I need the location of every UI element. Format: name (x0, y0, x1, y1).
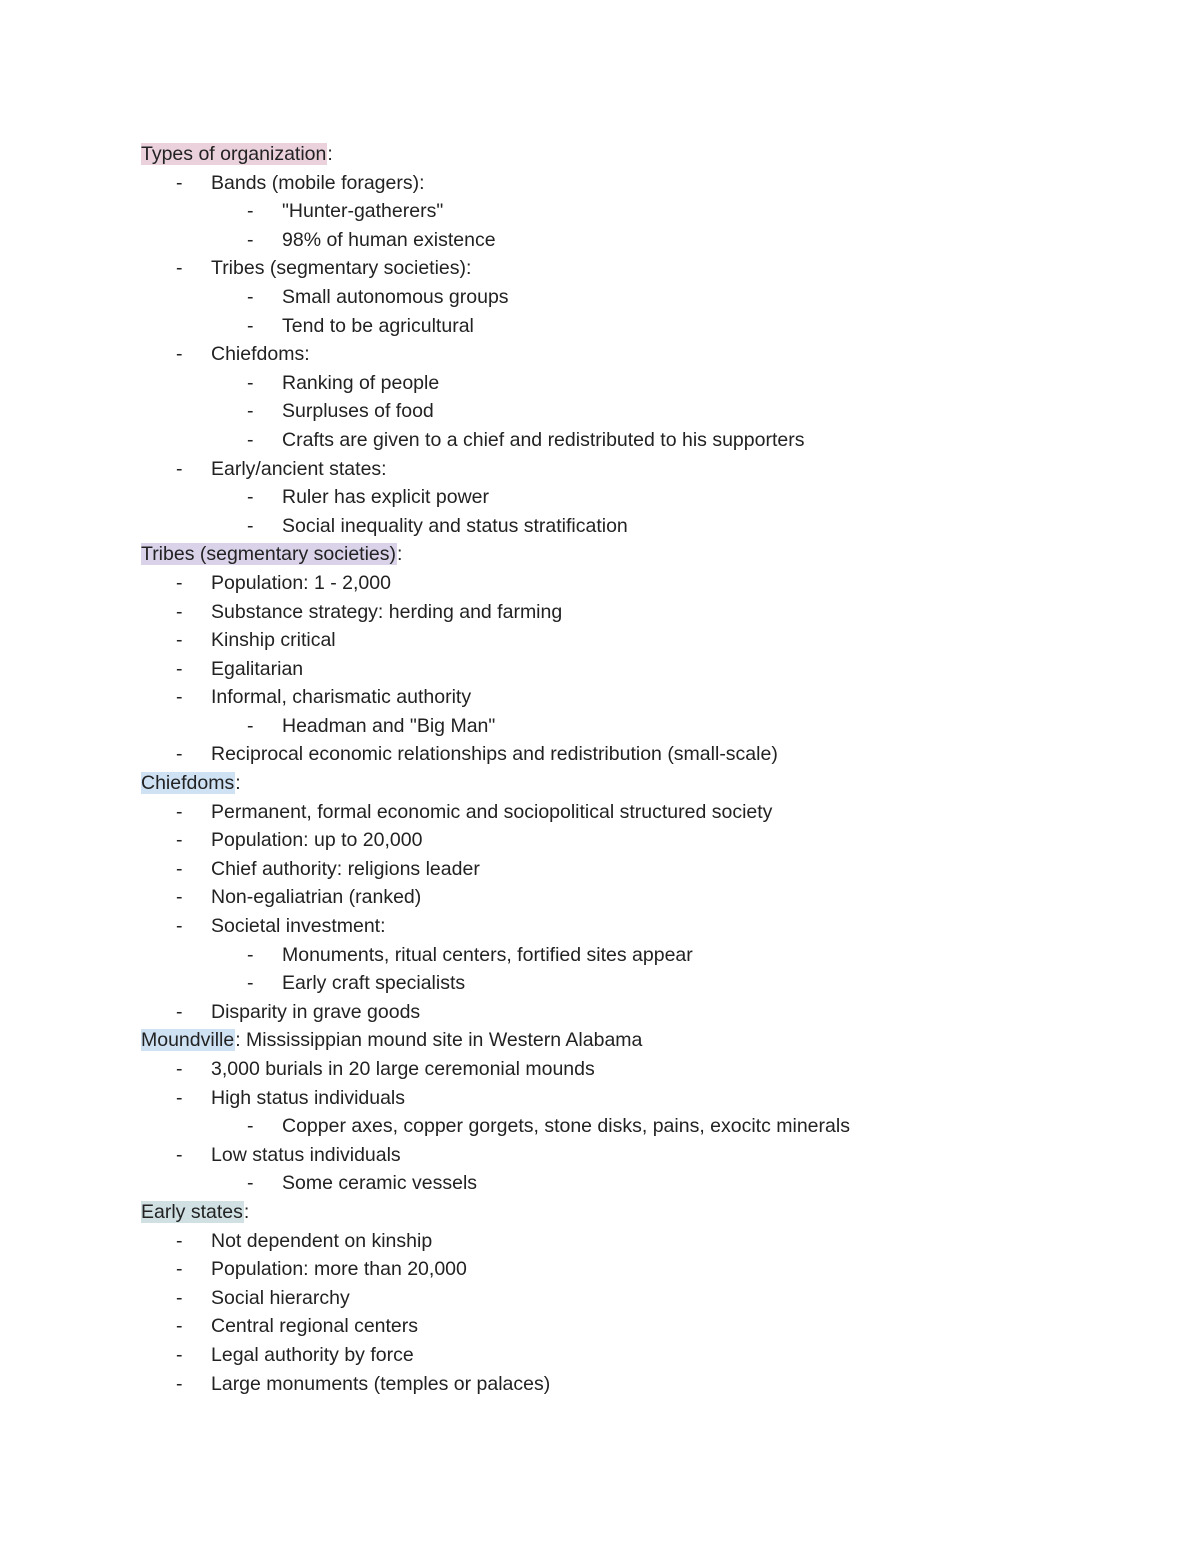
bullet-dash: - (247, 285, 254, 308)
list-item-text: Population: more than 20,000 (211, 1258, 467, 1281)
list-item (141, 1055, 1141, 1084)
list-item-text: Not dependent on kinship (211, 1229, 433, 1252)
heading-suffix: : Mississippian mound site in Western Alabama (235, 1029, 643, 1052)
heading-suffix: : (235, 772, 241, 795)
list-item-text: Large monuments (temples or palaces) (211, 1372, 551, 1395)
list-item-text: High status individuals (211, 1086, 406, 1109)
section-heading (141, 769, 1141, 798)
bullet-dash: - (176, 629, 183, 652)
bullet-dash: - (176, 600, 183, 623)
sub-list-item (141, 426, 1141, 455)
bullet-dash: - (247, 428, 254, 451)
bullet-dash: - (176, 171, 183, 194)
list-item-text: Central regional centers (211, 1315, 419, 1338)
list-item-text: Population: up to 20,000 (211, 829, 423, 852)
sub-list-item (141, 712, 1141, 741)
list-item-text: 3,000 burials in 20 large ceremonial mounds (211, 1058, 595, 1080)
section-heading (141, 1026, 1141, 1055)
sub-list-item-text: Small autonomous groups (282, 285, 509, 308)
list-item-text: Social hierarchy (211, 1286, 350, 1309)
sub-list-item (141, 941, 1141, 970)
list-item-text: Low status individuals (211, 1143, 401, 1166)
bullet-dash: - (247, 228, 254, 251)
sub-list-item (141, 283, 1141, 312)
list-item (141, 340, 1141, 369)
bullet-dash: - (176, 657, 183, 680)
bullet-dash: - (176, 686, 183, 709)
list-item (141, 1312, 1141, 1341)
list-item-text: Kinship critical (211, 629, 336, 652)
bullet-dash: - (247, 943, 254, 966)
section-heading (141, 540, 1141, 569)
list-item (141, 254, 1141, 283)
heading-highlight: Moundville (141, 1029, 235, 1052)
list-item (141, 683, 1141, 712)
heading-highlight: Chiefdoms (141, 772, 235, 795)
list-item (141, 626, 1141, 655)
bullet-dash: - (176, 857, 183, 880)
list-item-text: Permanent, formal economic and sociopolitical structured society (211, 800, 773, 823)
list-item (141, 998, 1141, 1027)
bullet-dash: - (247, 314, 254, 337)
bullet-dash: - (247, 371, 254, 394)
heading-highlight: Early states (141, 1200, 243, 1223)
bullet-dash: - (176, 1000, 183, 1023)
heading-suffix: : (327, 143, 333, 165)
sub-list-item-text: Ranking of people (282, 371, 440, 394)
bullet-dash: - (176, 915, 183, 938)
bullet-dash: - (176, 1343, 183, 1366)
bullet-dash: - (176, 343, 183, 366)
list-item (141, 1227, 1141, 1256)
sub-list-item-text: Ruler has explicit power (282, 486, 490, 509)
bullet-dash: - (247, 972, 254, 995)
bullet-dash: - (247, 1172, 254, 1195)
bullet-dash: - (176, 257, 183, 280)
list-item-text: Chiefdoms: (211, 343, 310, 366)
list-item-text: Tribes (segmentary societies): (211, 257, 472, 280)
sub-list-item-text: Early craft specialists (282, 972, 466, 995)
list-item-text: Legal authority by force (211, 1343, 414, 1366)
bullet-dash: - (176, 829, 183, 852)
sub-list-item (141, 197, 1141, 226)
bullet-dash: - (247, 514, 254, 537)
document-body (141, 140, 1141, 1398)
bullet-dash: - (176, 1229, 183, 1252)
sub-list-item-text: "Hunter-gatherers" (282, 200, 444, 223)
bullet-dash: - (176, 1058, 183, 1080)
list-item (141, 169, 1141, 198)
list-item (141, 883, 1141, 912)
sub-list-item (141, 1112, 1141, 1141)
list-item (141, 1284, 1141, 1313)
bullet-dash: - (176, 457, 183, 480)
bullet-dash: - (176, 1372, 183, 1395)
list-item (141, 798, 1141, 827)
sub-list-item (141, 226, 1141, 255)
list-item (141, 569, 1141, 598)
list-item-text: Informal, charismatic authority (211, 686, 472, 709)
list-item-text: Egalitarian (211, 657, 304, 680)
list-item-text: Non-egaliatrian (ranked) (211, 886, 422, 909)
sub-list-item (141, 1169, 1141, 1198)
sub-list-item-text: Social inequality and status stratification (282, 514, 628, 537)
list-item-text: Reciprocal economic relationships and redistribution (small-scale) (211, 743, 778, 766)
list-item (141, 826, 1141, 855)
list-item (141, 1141, 1141, 1170)
list-item (141, 740, 1141, 769)
heading-highlight: Tribes (segmentary societies) (141, 543, 397, 566)
bullet-dash: - (247, 486, 254, 509)
sub-list-item (141, 512, 1141, 541)
list-item (141, 1084, 1141, 1113)
list-item (141, 1341, 1141, 1370)
bullet-dash: - (176, 886, 183, 909)
list-item (141, 855, 1141, 884)
list-item-text: Chief authority: religions leader (211, 857, 480, 880)
sub-list-item-text: Crafts are given to a chief and redistributed to his supporters (282, 428, 805, 451)
sub-list-item-text: Some ceramic vessels (282, 1172, 478, 1195)
bullet-dash: - (247, 400, 254, 423)
sub-list-item (141, 483, 1141, 512)
bullet-dash: - (247, 1115, 254, 1138)
bullet-dash: - (176, 800, 183, 823)
list-item (141, 598, 1141, 627)
bullet-dash: - (176, 1286, 183, 1309)
sub-list-item (141, 969, 1141, 998)
bullet-dash: - (176, 1143, 183, 1166)
list-item (141, 1255, 1141, 1284)
bullet-dash: - (176, 1086, 183, 1109)
list-item-text: Population: 1 - 2,000 (211, 571, 391, 594)
list-item (141, 912, 1141, 941)
bullet-dash: - (176, 1258, 183, 1281)
list-item-text: Bands (mobile foragers): (211, 171, 425, 194)
sub-list-item-text: Monuments, ritual centers, fortified sites appear (282, 943, 693, 966)
section-heading (141, 140, 1141, 169)
bullet-dash: - (247, 714, 254, 737)
sub-list-item (141, 369, 1141, 398)
bullet-dash: - (247, 200, 254, 223)
list-item-text: Disparity in grave goods (211, 1000, 421, 1023)
bullet-dash: - (176, 743, 183, 766)
sub-list-item-text: Tend to be agricultural (282, 314, 474, 337)
bullet-dash: - (176, 571, 183, 594)
section-heading (141, 1198, 1141, 1227)
sub-list-item-text: Surpluses of food (282, 400, 434, 423)
sub-list-item-text: Copper axes, copper gorgets, stone disks, pains, exocitc minerals (282, 1115, 850, 1138)
sub-list-item (141, 312, 1141, 341)
sub-list-item-text: Headman and "Big Man" (282, 714, 496, 737)
bullet-dash: - (176, 1315, 183, 1338)
heading-suffix: : (397, 543, 403, 566)
sub-list-item-text: 98% of human existence (282, 228, 496, 251)
list-item-text: Societal investment: (211, 915, 386, 938)
list-item (141, 655, 1141, 684)
heading-suffix: : (243, 1200, 250, 1223)
list-item (141, 1370, 1141, 1399)
heading-highlight: Types of organization (141, 143, 327, 165)
sub-list-item (141, 397, 1141, 426)
list-item-text: Substance strategy: herding and farming (211, 600, 563, 623)
list-item (141, 455, 1141, 484)
list-item-text: Early/ancient states: (211, 457, 387, 480)
